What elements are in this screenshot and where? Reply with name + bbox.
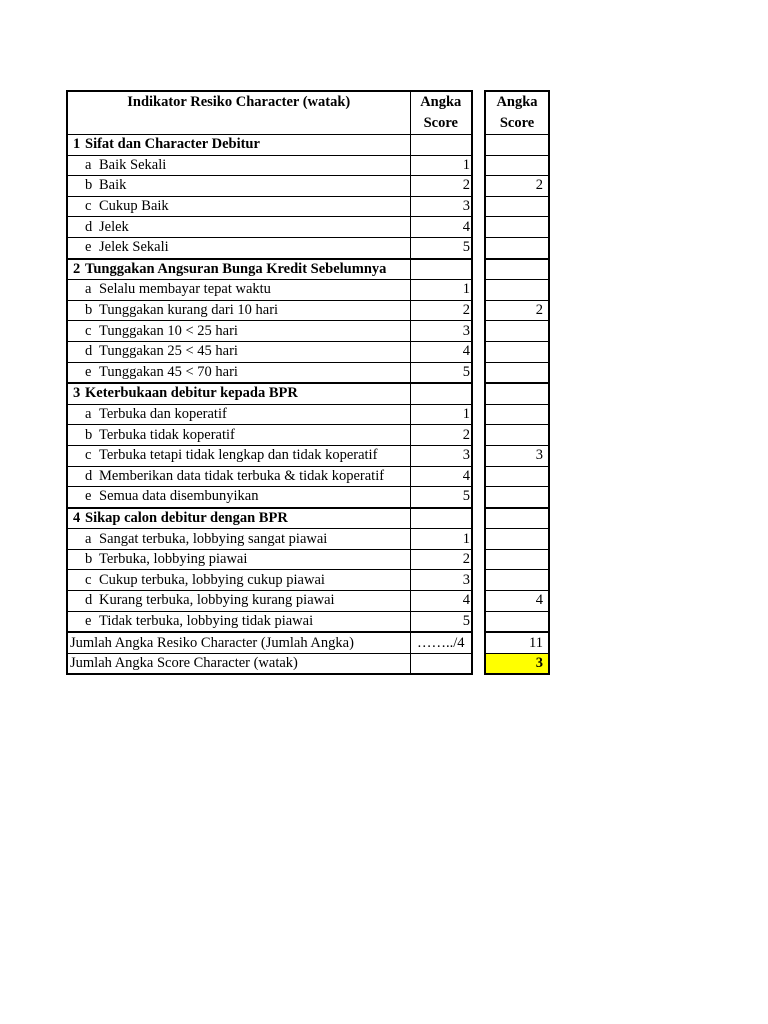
item-letter: b bbox=[85, 302, 93, 319]
item-label: Tunggakan 25 < 45 hari bbox=[99, 343, 238, 360]
result-row bbox=[485, 445, 549, 466]
section-score-cell bbox=[410, 135, 472, 156]
result-value bbox=[485, 487, 549, 508]
result-row bbox=[485, 321, 549, 342]
item-letter: a bbox=[85, 406, 92, 423]
result-value bbox=[485, 196, 549, 217]
result-value bbox=[485, 362, 549, 383]
section-row bbox=[67, 383, 472, 404]
result-row bbox=[485, 237, 549, 258]
result-section-cell bbox=[485, 383, 549, 404]
item-label: Terbuka tidak koperatif bbox=[99, 426, 235, 443]
table-row bbox=[67, 341, 472, 362]
item-label: Sangat terbuka, lobbying sangat piawai bbox=[99, 530, 328, 547]
result-value bbox=[485, 217, 549, 238]
result-value: 4 bbox=[485, 591, 549, 612]
item-score: 2 bbox=[410, 425, 472, 446]
result-score-table bbox=[484, 90, 550, 675]
angka-score-header bbox=[410, 91, 472, 135]
section-row bbox=[67, 135, 472, 156]
result-row bbox=[485, 425, 549, 446]
item-label-cell bbox=[67, 217, 410, 238]
item-label: Tunggakan kurang dari 10 hari bbox=[99, 302, 279, 319]
sum-value: 11 bbox=[485, 632, 549, 653]
result-row bbox=[485, 196, 549, 217]
item-letter: e bbox=[85, 363, 92, 380]
section-row bbox=[67, 259, 472, 280]
item-label-cell bbox=[67, 280, 410, 301]
item-letter: b bbox=[85, 177, 93, 194]
item-letter: a bbox=[85, 530, 92, 547]
item-score: 4 bbox=[410, 466, 472, 487]
result-row bbox=[485, 176, 549, 197]
item-score: 2 bbox=[410, 549, 472, 570]
item-letter: e bbox=[85, 488, 92, 505]
result-sum-row bbox=[485, 632, 549, 653]
total-row bbox=[67, 653, 472, 674]
item-label-cell bbox=[67, 549, 410, 570]
item-letter: c bbox=[85, 198, 92, 215]
item-label: Baik bbox=[99, 177, 127, 194]
item-score: 2 bbox=[410, 300, 472, 321]
table-row bbox=[67, 155, 472, 176]
result-row bbox=[485, 466, 549, 487]
item-label-cell bbox=[67, 529, 410, 550]
item-label: Jelek Sekali bbox=[99, 239, 169, 256]
angka-score-header-line2: Score bbox=[423, 115, 458, 131]
item-letter: b bbox=[85, 426, 93, 443]
table-row bbox=[67, 404, 472, 425]
item-label: Jelek bbox=[99, 218, 129, 235]
item-score: 1 bbox=[410, 404, 472, 425]
item-label: Tunggakan 10 < 25 hari bbox=[99, 322, 238, 339]
table-row bbox=[67, 300, 472, 321]
item-letter: d bbox=[85, 467, 93, 484]
result-section-cell bbox=[485, 508, 549, 529]
result-value bbox=[485, 237, 549, 258]
item-label: Selalu membayar tepat waktu bbox=[99, 281, 271, 298]
item-score: 2 bbox=[410, 176, 472, 197]
item-label: Memberikan data tidak terbuka & tidak koperatif bbox=[99, 467, 385, 484]
result-score-header-line2: Score bbox=[499, 115, 535, 131]
result-value bbox=[485, 529, 549, 550]
item-letter: c bbox=[85, 571, 92, 588]
item-label-cell bbox=[67, 404, 410, 425]
score-formula bbox=[410, 653, 472, 674]
table-row bbox=[67, 591, 472, 612]
item-score: 5 bbox=[410, 237, 472, 258]
item-label: Baik Sekali bbox=[99, 156, 167, 173]
item-label-cell bbox=[67, 300, 410, 321]
section-title: Sifat dan Character Debitur bbox=[85, 136, 260, 153]
result-value bbox=[485, 549, 549, 570]
table-row bbox=[67, 611, 472, 632]
item-label-cell bbox=[67, 362, 410, 383]
item-label-cell bbox=[67, 196, 410, 217]
item-letter: e bbox=[85, 239, 92, 256]
item-score: 5 bbox=[410, 611, 472, 632]
result-row bbox=[485, 529, 549, 550]
section-number: 3 bbox=[73, 385, 81, 402]
item-label-cell bbox=[67, 487, 410, 508]
item-label-cell bbox=[67, 341, 410, 362]
item-score: 3 bbox=[410, 321, 472, 342]
result-score-header-line1: Angka bbox=[496, 94, 538, 110]
result-value bbox=[485, 341, 549, 362]
item-letter: c bbox=[85, 322, 92, 339]
item-label-cell bbox=[67, 591, 410, 612]
result-value bbox=[485, 404, 549, 425]
section-title: Tunggakan Angsuran Bunga Kredit Sebelumnya bbox=[85, 260, 387, 277]
item-label-cell bbox=[67, 321, 410, 342]
item-score: 4 bbox=[410, 217, 472, 238]
result-row bbox=[485, 549, 549, 570]
item-score: 1 bbox=[410, 280, 472, 301]
table-row bbox=[67, 280, 472, 301]
angka-score-header-line1: Angka bbox=[420, 94, 462, 110]
result-row bbox=[485, 404, 549, 425]
result-value bbox=[485, 466, 549, 487]
item-label-cell bbox=[67, 611, 410, 632]
result-row bbox=[485, 487, 549, 508]
item-score: 3 bbox=[410, 570, 472, 591]
risk-indicator-table bbox=[66, 90, 473, 675]
item-label: Cukup terbuka, lobbying cukup piawai bbox=[99, 571, 325, 588]
result-value bbox=[485, 321, 549, 342]
table-row bbox=[67, 445, 472, 466]
sum-row bbox=[67, 632, 472, 653]
final-score-value: 3 bbox=[485, 653, 549, 674]
item-score: 1 bbox=[410, 529, 472, 550]
item-label-cell bbox=[67, 425, 410, 446]
item-label-cell bbox=[67, 445, 410, 466]
section-score-cell bbox=[410, 508, 472, 529]
table-row bbox=[67, 237, 472, 258]
item-letter: d bbox=[85, 343, 93, 360]
table-row bbox=[67, 176, 472, 197]
table-row bbox=[67, 196, 472, 217]
item-score: 5 bbox=[410, 487, 472, 508]
item-label-cell bbox=[67, 570, 410, 591]
result-value bbox=[485, 155, 549, 176]
result-value: 2 bbox=[485, 176, 549, 197]
item-label: Semua data disembunyikan bbox=[99, 488, 259, 505]
result-value bbox=[485, 425, 549, 446]
table-row bbox=[67, 466, 472, 487]
result-value bbox=[485, 280, 549, 301]
result-row bbox=[485, 155, 549, 176]
indicator-title-header bbox=[67, 91, 410, 135]
item-label: Kurang terbuka, lobbying kurang piawai bbox=[99, 592, 335, 609]
result-section-cell bbox=[485, 259, 549, 280]
item-label-cell bbox=[67, 237, 410, 258]
table-row bbox=[67, 529, 472, 550]
result-row bbox=[485, 341, 549, 362]
result-section-row bbox=[485, 383, 549, 404]
result-section-row bbox=[485, 259, 549, 280]
item-letter: d bbox=[85, 592, 93, 609]
result-section-row bbox=[485, 135, 549, 156]
section-score-cell bbox=[410, 259, 472, 280]
score-label: Jumlah Angka Score Character (watak) bbox=[67, 653, 410, 674]
item-score: 1 bbox=[410, 155, 472, 176]
item-score: 3 bbox=[410, 445, 472, 466]
item-score: 3 bbox=[410, 196, 472, 217]
indicator-title: Indikator Resiko Character (watak) bbox=[127, 94, 351, 110]
result-value: 2 bbox=[485, 300, 549, 321]
result-row bbox=[485, 611, 549, 632]
item-letter: d bbox=[85, 218, 93, 235]
table-row bbox=[67, 362, 472, 383]
result-section-row bbox=[485, 508, 549, 529]
section-title-cell bbox=[67, 259, 410, 280]
item-label-cell bbox=[67, 176, 410, 197]
section-number: 1 bbox=[73, 136, 81, 153]
result-value: 3 bbox=[485, 445, 549, 466]
item-label: Tidak terbuka, lobbying tidak piawai bbox=[99, 612, 314, 629]
item-label-cell bbox=[67, 155, 410, 176]
item-label-cell bbox=[67, 466, 410, 487]
section-row bbox=[67, 508, 472, 529]
result-section-cell bbox=[485, 135, 549, 156]
item-label: Terbuka, lobbying piawai bbox=[99, 551, 248, 568]
item-label: Cukup Baik bbox=[99, 198, 169, 215]
item-letter: a bbox=[85, 156, 92, 173]
table-header-row bbox=[67, 91, 472, 135]
result-score-header bbox=[485, 91, 549, 135]
section-number: 4 bbox=[73, 509, 81, 526]
section-number: 2 bbox=[73, 260, 81, 277]
table-row bbox=[67, 549, 472, 570]
section-title-cell bbox=[67, 508, 410, 529]
result-row bbox=[485, 591, 549, 612]
item-score: 4 bbox=[410, 341, 472, 362]
section-title: Sikap calon debitur dengan BPR bbox=[85, 509, 288, 526]
result-header-row bbox=[485, 91, 549, 135]
table-row bbox=[67, 217, 472, 238]
item-letter: e bbox=[85, 612, 92, 629]
section-title-cell bbox=[67, 383, 410, 404]
item-label: Terbuka dan koperatif bbox=[99, 406, 227, 423]
result-total-row bbox=[485, 653, 549, 674]
section-title: Keterbukaan debitur kepada BPR bbox=[85, 385, 298, 402]
result-row bbox=[485, 280, 549, 301]
table-row bbox=[67, 425, 472, 446]
item-letter: b bbox=[85, 551, 93, 568]
result-value bbox=[485, 570, 549, 591]
result-row bbox=[485, 570, 549, 591]
item-score: 5 bbox=[410, 362, 472, 383]
sum-formula: ……../4 bbox=[410, 632, 472, 653]
item-letter: c bbox=[85, 447, 92, 464]
result-row bbox=[485, 362, 549, 383]
result-row bbox=[485, 300, 549, 321]
section-score-cell bbox=[410, 383, 472, 404]
table-row bbox=[67, 570, 472, 591]
item-score: 4 bbox=[410, 591, 472, 612]
item-label: Terbuka tetapi tidak lengkap dan tidak koperatif bbox=[99, 447, 378, 464]
item-letter: a bbox=[85, 281, 92, 298]
result-value bbox=[485, 611, 549, 632]
table-row bbox=[67, 321, 472, 342]
item-label: Tunggakan 45 < 70 hari bbox=[99, 363, 238, 380]
sum-label: Jumlah Angka Resiko Character (Jumlah Angka) bbox=[67, 632, 410, 653]
table-row bbox=[67, 487, 472, 508]
result-row bbox=[485, 217, 549, 238]
section-title-cell bbox=[67, 135, 410, 156]
